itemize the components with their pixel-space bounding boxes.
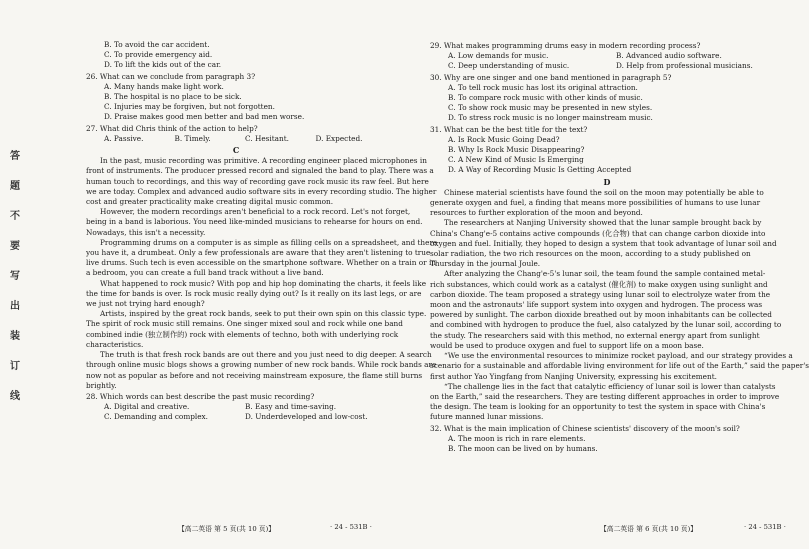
text-line: characteristics. <box>86 339 144 349</box>
text-line: Thursday in the journal Joule. <box>430 259 541 269</box>
text-line: a bedroom, you can create a full band track without a live band. <box>86 268 324 278</box>
q31-option-d[interactable]: D. A Way of Recording Music Is Getting Accepted <box>448 165 632 175</box>
right-column <box>430 40 809 454</box>
text-line: oxygen and fuel. Initially, they hoped to design a system that took advantage of lunar soil and <box>430 238 777 248</box>
text-line: “The challenge lies in the fact that catalytic efficiency of lunar soil is lower than catalysts <box>444 381 776 391</box>
binding-char: 出 <box>10 301 20 312</box>
q31-option-b[interactable]: B. Why Is Rock Music Disappearing? <box>448 145 585 155</box>
binding-char: 不 <box>10 211 20 222</box>
left-page-code: · 24 - 531B · <box>330 523 372 531</box>
binding-char: 题 <box>10 181 20 192</box>
text-line: scenario for a sustainable and affordable living environment for life out of the Earth,” said the paper's <box>430 361 809 371</box>
binding-char: 订 <box>10 361 20 372</box>
q25-option-c[interactable]: C. To provide emergency aid. <box>104 50 213 60</box>
text-line: being in a band is laborious. You need like-minded musicians to rehearse for hours on end. <box>86 217 423 227</box>
right-page-code: · 24 - 531B · <box>744 523 786 531</box>
text-line: China's Chang'e-5 contains active compounds (化合物) that can change carbon dioxide into <box>430 228 766 238</box>
passage-d-paragraph-4 <box>430 351 809 382</box>
text-line: we just not trying hard enough? <box>86 299 205 309</box>
text-line: human touch to recordings, and this way of recording gave rock music its raw feel. But here <box>86 176 429 186</box>
binding-char: 答 <box>10 151 20 162</box>
q29-option-b[interactable]: B. Advanced audio software. <box>616 51 722 61</box>
q28-option-a[interactable]: A. Digital and creative. <box>104 402 190 412</box>
q30-stem: 30. Why are one singer and one band mentioned in paragraph 5? <box>430 72 672 82</box>
text-line: we are today. Complex and advanced audio software sits in every recording studio. The higher <box>86 186 437 196</box>
passage-c-paragraph-1 <box>86 156 437 207</box>
text-line: Nowadays, this isn't a necessity. <box>86 227 206 237</box>
section-c-heading: C <box>232 145 240 156</box>
text-line: Programming drums on a computer is as simple as filling cells on a spreadsheet, and there <box>100 237 438 247</box>
q30-option-d[interactable]: D. To stress rock music is no longer mainstream music. <box>448 113 653 123</box>
q30-option-a[interactable]: A. To tell rock music has lost its original attraction. <box>448 82 638 92</box>
q26-stem: 26. What can we conclude from paragraph 3? <box>86 71 256 81</box>
q29-option-d[interactable]: D. Help from professional musicians. <box>616 61 753 71</box>
text-line: combined indie (独立制作的) rock with elements of techno, both with underlying rock <box>86 329 399 339</box>
text-line: you have it, a drumbeat. Only a few professionals are aware that they aren't listening to true <box>86 248 431 258</box>
q28-options <box>86 402 386 422</box>
left-page-footer: 【高二英语 第 5 页(共 10 页)】 <box>178 525 276 533</box>
q29-option-c[interactable]: C. Deep understanding of music. <box>448 61 570 71</box>
text-line: However, the modern recordings aren't beneficial to a rock record. Let's not forget, <box>100 207 411 217</box>
q31-stem: 31. What can be the best title for the text? <box>430 124 588 134</box>
text-line: brightly. <box>86 380 117 390</box>
text-line: What happened to rock music? With pop and hip hop dominating the charts, it feels like <box>100 278 427 288</box>
right-page <box>410 0 809 549</box>
q32-option-b[interactable]: B. The moon can be lived on by humans. <box>448 443 598 453</box>
passage-d-paragraph-2 <box>430 218 784 269</box>
q25-option-b[interactable]: B. To avoid the car accident. <box>104 40 210 49</box>
q26-option-a[interactable]: A. Many hands make light work. <box>104 81 224 91</box>
text-line: resources to further exploration of the moon and beyond. <box>430 208 643 218</box>
q26-option-c[interactable]: C. Injuries may be forgiven, but not forgotten. <box>104 102 275 112</box>
passage-c-paragraph-3 <box>86 237 438 279</box>
text-line: generate oxygen and fuel, a finding that means more possibilities of humans to use lunar <box>430 198 761 208</box>
text-line: moon and the astronauts' life support system into oxygen and hydrogen. The process was <box>430 300 763 310</box>
q27-option-c[interactable]: C. Hesitant. <box>245 133 289 143</box>
q27-stem: 27. What did Chris think of the action to help? <box>86 123 258 133</box>
binding-char: 装 <box>10 331 20 342</box>
binding-char: 线 <box>10 391 20 402</box>
text-line: the time for bands is over. Is rock music really dying out? Is it really on its last legs, or are <box>86 288 422 298</box>
text-line: The truth is that fresh rock bands are out there and you just need to dig deeper. A search <box>100 350 432 360</box>
q29-option-a[interactable]: A. Low demands for music. <box>448 51 549 61</box>
text-line: The spirit of rock music still remains. One singer mixed soul and rock while one band <box>86 319 403 329</box>
binding-char: 写 <box>10 271 20 282</box>
text-line: The researchers at Nanjing University showed that the lunar sample brought back by <box>444 218 762 228</box>
text-line: on the Earth,” said the researchers. They are testing different approaches in order to improve <box>430 391 780 401</box>
passage-d-paragraph-5 <box>430 382 784 423</box>
text-line: In the past, music recording was primitive. A recording engineer placed microphones in <box>100 156 427 166</box>
passage-c-paragraph-2 <box>86 207 423 238</box>
text-line: first author Yao Yingfang from Nanjing University, expressing his excitement. <box>430 371 717 381</box>
text-line: rich substances, which could work as a catalyst (催化剂) to make oxygen using sunlight and <box>430 279 768 289</box>
passage-c-paragraph-5 <box>86 309 427 350</box>
q28-option-b[interactable]: B. Easy and time-saving. <box>245 402 337 412</box>
text-line: and combined with hydrogen to produce the fuel, also catalyzed by the lunar soil, according to <box>430 320 782 330</box>
binding-char: 要 <box>10 241 20 252</box>
q30-option-c[interactable]: C. To show rock music may be presented in new styles. <box>448 103 653 113</box>
section-d-heading: D <box>603 176 611 187</box>
q27-option-b[interactable]: B. Timely. <box>174 133 211 143</box>
q28-option-d[interactable]: D. Underdeveloped and low-cost. <box>245 412 368 422</box>
text-line: Artists, inspired by the great rock bands, seek to put their own spin on this classic type. <box>100 309 427 319</box>
text-line: future manned lunar missions. <box>430 412 544 422</box>
right-page-footer: 【高二英语 第 6 页(共 10 页)】 <box>600 525 698 533</box>
q32-stem: 32. What is the main implication of Chinese scientists' discovery of the moon's soil? <box>430 423 740 433</box>
q30-option-b[interactable]: B. To compare rock music with other kinds of music. <box>448 93 643 103</box>
q31-option-c[interactable]: C. A New Kind of Music Is Emerging <box>448 155 584 165</box>
q26-option-b[interactable]: B. The hospital is no place to be sick. <box>104 92 242 102</box>
passage-d-paragraph-3 <box>430 269 784 351</box>
q27-options <box>86 134 386 144</box>
passage-c-paragraph-4 <box>86 278 427 310</box>
q28-stem: 28. Which words can best describe the past music recording? <box>86 391 315 401</box>
text-line: After analyzing the Chang'e-5's lunar soil, the team found the sample contained metal- <box>444 269 766 279</box>
text-line: cost and greater practicality make creating digital music common. <box>86 197 334 207</box>
q31-option-a[interactable]: A. Is Rock Music Going Dead? <box>448 134 560 144</box>
text-line: live drums. Such tech is even accessible on the smartphone software. Whether on a train or in <box>86 258 436 268</box>
q27-option-a[interactable]: A. Passive. <box>104 133 144 143</box>
q32-option-a[interactable]: A. The moon is rich in rare elements. <box>448 433 586 443</box>
text-line: “We use the environmental resources to minimize rocket payload, and our strategy provides a <box>444 351 793 361</box>
text-line: Chinese material scientists have found the soil on the moon may potentially be able to <box>444 187 764 197</box>
q28-option-c[interactable]: C. Demanding and complex. <box>104 412 208 422</box>
left-column <box>86 40 438 423</box>
text-line: the design. The team is looking for an opportunity to test the system in space with China's <box>430 402 766 412</box>
text-line: solar radiation, the two rich resources on the moon, according to a study published on <box>430 249 751 259</box>
q29-options <box>430 51 784 71</box>
q27-option-d[interactable]: D. Expected. <box>315 133 363 143</box>
text-line: would be used to produce oxygen and fuel to support life on a moon base. <box>430 340 704 350</box>
q29-stem: 29. What makes programming drums easy in modern recording process? <box>430 41 701 50</box>
q26-option-d[interactable]: D. Praise makes good men better and bad men worse. <box>104 112 305 122</box>
text-line: powered by sunlight. The carbon dioxide breathed out by moon inhabitants can be collected <box>430 310 772 320</box>
text-line: front of instruments. The producer pressed record and signaled the band to play. There was a <box>86 166 434 176</box>
text-line: through online music blogs shows a growing number of new rock bands. While rock bands are <box>86 360 437 370</box>
text-line: carbon dioxide. The team proposed a strategy using lunar soil to electrolyze water from the <box>430 289 771 299</box>
passage-d-paragraph-1 <box>430 188 784 219</box>
passage-c-paragraph-6 <box>86 350 437 391</box>
text-line: the study. The researchers said with this method, no external energy apart from sunlight <box>430 330 760 340</box>
q25-option-d[interactable]: D. To lift the kids out of the car. <box>104 60 222 70</box>
text-line: now not as popular as before and not receiving mainstream exposure, the flame still burns <box>86 370 423 380</box>
